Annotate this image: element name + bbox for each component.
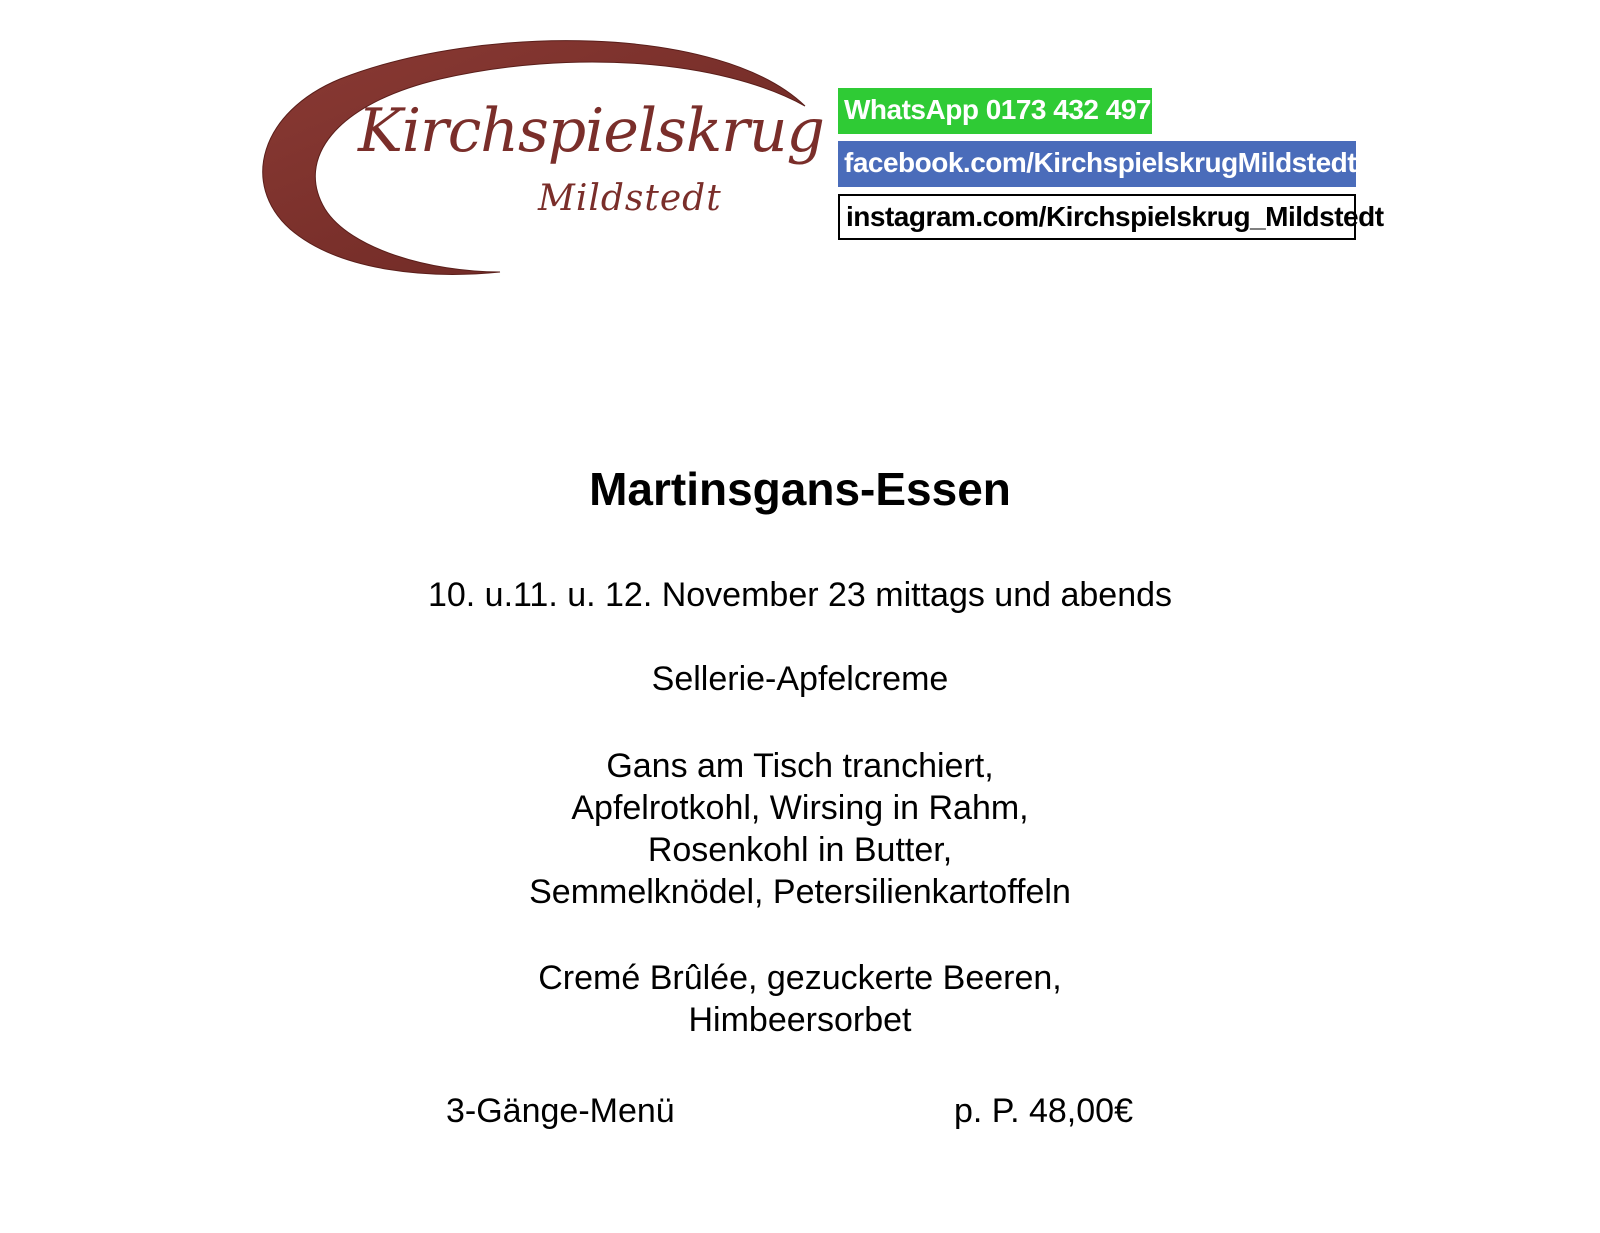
logo-name-main: Kirchspielskrug — [358, 96, 824, 166]
menu-main-course — [0, 745, 1600, 913]
menu-dessert — [0, 957, 1600, 1041]
restaurant-logo — [250, 34, 830, 284]
menu-title: Martinsgans-Essen — [589, 463, 1011, 515]
main-course-line: Apfelrotkohl, Wirsing in Rahm, — [571, 789, 1029, 827]
dessert-line: Cremé Brûlée, gezuckerte Beeren, — [538, 959, 1062, 997]
menu-starter: Sellerie-Apfelcreme — [651, 660, 949, 698]
main-course-line: Gans am Tisch tranchiert, — [606, 747, 994, 785]
logo-name-sub: Mildstedt — [538, 178, 722, 219]
menu-dates: 10. u.11. u. 12. November 23 mittags und abends — [427, 576, 1173, 614]
instagram-link[interactable]: instagram.com/Kirchspielskrug_Mildstedt — [838, 194, 1356, 240]
facebook-link[interactable]: facebook.com/KirchspielskrugMildstedt — [838, 141, 1356, 187]
whatsapp-link[interactable]: WhatsApp 0173 432 4975 — [838, 88, 1152, 134]
dessert-line: Himbeersorbet — [688, 1001, 912, 1039]
offer-label: 3-Gänge-Menü — [446, 1092, 675, 1130]
social-links — [838, 88, 1384, 247]
offer-price: p. P. 48,00€ — [954, 1092, 1133, 1130]
main-course-line: Semmelknödel, Petersilienkartoffeln — [529, 873, 1071, 911]
main-course-line: Rosenkohl in Butter, — [647, 831, 953, 869]
